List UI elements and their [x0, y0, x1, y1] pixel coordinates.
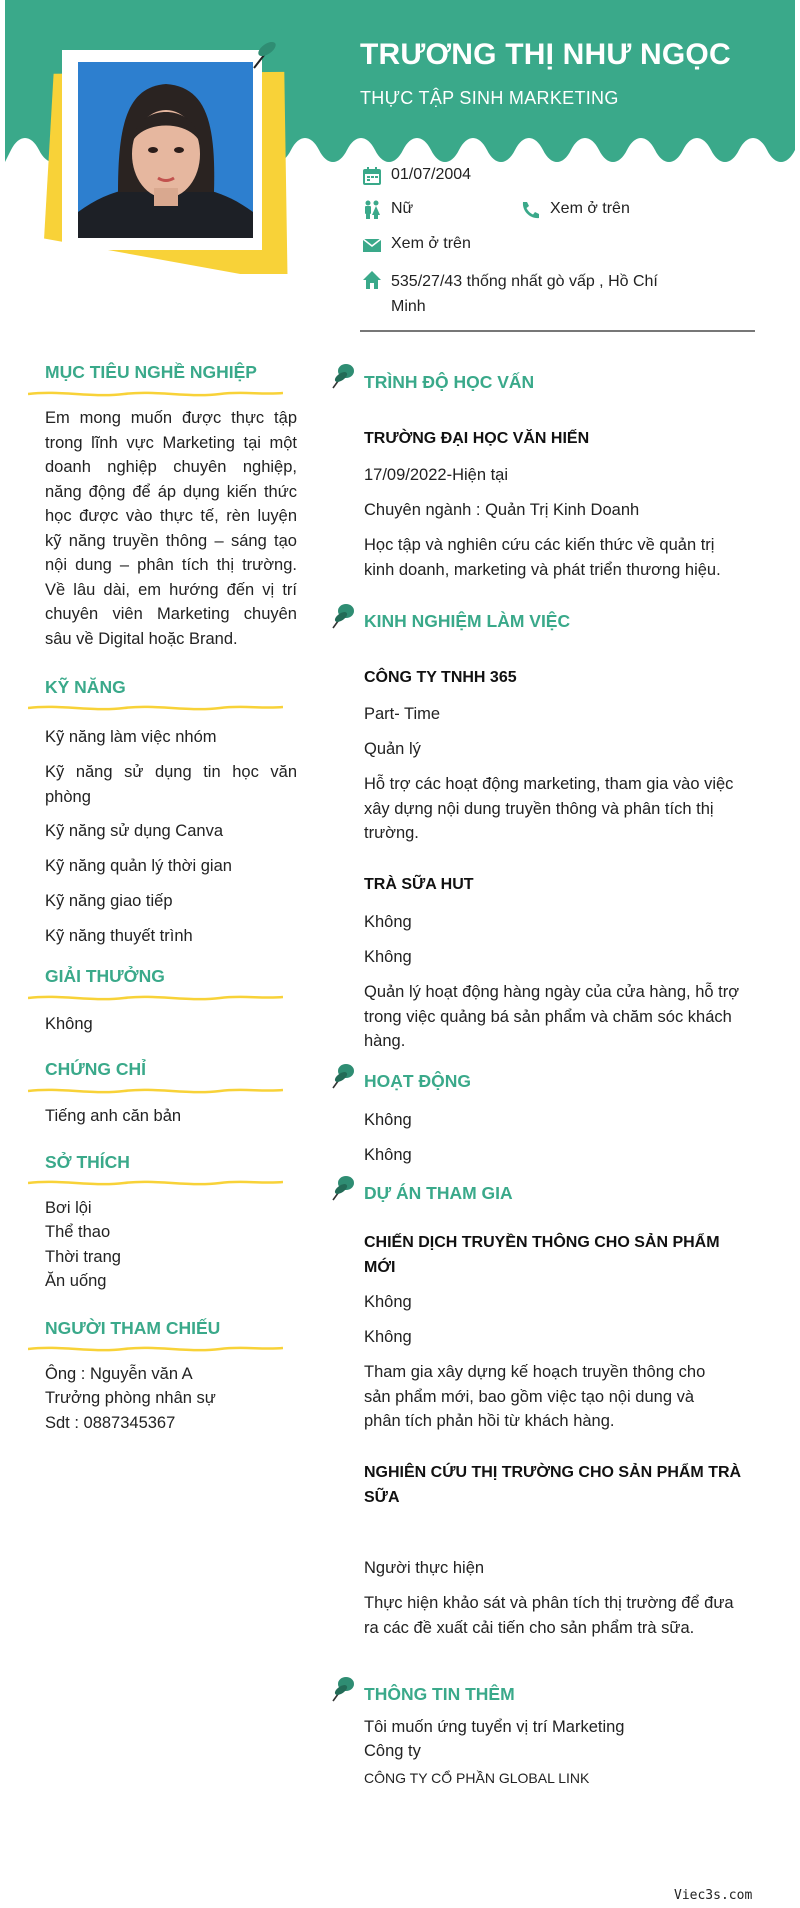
project-name: NGHIÊN CỨU THỊ TRƯỜNG CHO SẢN PHẨM TRÀ SỮA: [364, 1464, 742, 1506]
activity-line: Không: [364, 1146, 412, 1164]
certificates-text: Tiếng anh căn bản: [45, 1107, 182, 1125]
project-name: CHIẾN DỊCH TRUYỀN THÔNG CHO SẢN PHẨM MỚI: [364, 1234, 720, 1276]
hobby-item: Bơi lội: [45, 1199, 92, 1217]
candidate-position: THỰC TẬP SINH MARKETING: [360, 88, 619, 108]
more-info-line: Công ty: [364, 1742, 421, 1760]
reference-line: Ông : Nguyễn văn A: [45, 1365, 193, 1383]
skill-item: Kỹ năng sử dụng tin học văn phòng: [45, 763, 297, 806]
education-heading: TRÌNH ĐỘ HỌC VẤN: [364, 372, 535, 392]
more-info-line: Tôi muốn ứng tuyển vị trí Marketing: [364, 1718, 625, 1736]
awards-text: Không: [45, 1015, 93, 1033]
pin-icon: [330, 1062, 356, 1090]
pin-icon: [330, 1174, 356, 1202]
project-description: Tham gia xây dựng kế hoạch truyền thông cho sản phẩm mới, bao gồm việc tạo nội dung và phân tích phản hồi từ khách hàng.: [364, 1363, 706, 1430]
pin-icon: [330, 1675, 356, 1703]
hobby-item: Ăn uống: [45, 1272, 107, 1290]
phone-icon: [520, 200, 540, 220]
pushpin-icon: [246, 22, 292, 72]
pin-icon: [330, 362, 356, 390]
header-divider: [360, 330, 755, 332]
candidate-name: TRƯƠNG THỊ NHƯ NGỌC: [360, 38, 731, 71]
project-line: Không: [364, 1293, 412, 1311]
job-type: Không: [364, 913, 412, 931]
email-icon: [362, 235, 382, 255]
address: 535/27/43 thống nhất gò vấp , Hồ Chí Minh: [391, 273, 658, 315]
skills-underline: [28, 703, 283, 713]
more-info-line: CÔNG TY CỔ PHẦN GLOBAL LINK: [364, 1770, 590, 1786]
profile-photo: [78, 62, 253, 238]
job-type: Part- Time: [364, 705, 441, 723]
skill-item: Kỹ năng giao tiếp: [45, 892, 173, 910]
job-company: CÔNG TY TNHH 365: [364, 669, 517, 686]
pin-icon: [330, 602, 356, 630]
job-description: Hỗ trợ các hoạt động marketing, tham gia vào việc xây dựng nội dung truyền thông và phân tích thị trường.: [364, 775, 734, 842]
job-company: TRÀ SỮA HUT: [364, 876, 474, 893]
school-name: TRƯỜNG ĐẠI HỌC VĂN HIẾN: [364, 430, 590, 447]
phone: Xem ở trên: [550, 200, 630, 217]
watermark: Viec3s.com: [674, 1888, 753, 1903]
projects-heading: DỰ ÁN THAM GIA: [364, 1183, 513, 1203]
skills-heading: KỸ NĂNG: [45, 677, 126, 697]
references-underline: [28, 1344, 283, 1354]
certificates-underline: [28, 1086, 283, 1096]
hobbies-underline: [28, 1178, 283, 1188]
activity-line: Không: [364, 1111, 412, 1129]
skill-item: Kỹ năng thuyết trình: [45, 927, 193, 945]
more-info-heading: THÔNG TIN THÊM: [364, 1684, 515, 1704]
activities-heading: HOẠT ĐỘNG: [364, 1071, 471, 1091]
gender-icon: [362, 200, 382, 220]
home-icon: [362, 270, 382, 290]
objective-underline: [28, 389, 283, 399]
experience-heading: KINH NGHIỆM LÀM VIỆC: [364, 611, 571, 631]
project-line: Người thực hiện: [364, 1559, 485, 1577]
reference-line: Sdt : 0887345367: [45, 1414, 176, 1432]
references-heading: NGƯỜI THAM CHIẾU: [45, 1318, 221, 1338]
education-description: Học tập và nghiên cứu các kiến thức về quản trị kinh doanh, marketing và phát triển thương hiệu.: [364, 536, 721, 579]
reference-line: Trưởng phòng nhân sự: [45, 1389, 216, 1407]
objective-heading: MỤC TIÊU NGHỀ NGHIỆP: [45, 362, 257, 382]
project-line: Không: [364, 1328, 412, 1346]
education-major: Chuyên ngành : Quản Trị Kinh Doanh: [364, 501, 640, 519]
birthdate: 01/07/2004: [391, 166, 472, 183]
project-description: Thực hiện khảo sát và phân tích thị trường để đưa ra các đề xuất cải tiến cho sản phẩm trà sữa.: [364, 1594, 734, 1637]
awards-heading: GIẢI THƯỞNG: [45, 966, 165, 986]
email: Xem ở trên: [391, 235, 471, 252]
job-description: Quản lý hoạt động hàng ngày của cửa hàng, hỗ trợ trong việc quảng bá sản phẩm và chăm sóc khách hàng.: [364, 983, 740, 1050]
skill-item: Kỹ năng quản lý thời gian: [45, 857, 232, 875]
awards-underline: [28, 993, 283, 1003]
calendar-icon: [362, 166, 382, 186]
objective-text: Em mong muốn được thực tập trong lĩnh vực Marketing tại một doanh nghiệp chuyên nghiệp, năng động để áp dụng kiến thức học được vào thực tế, rèn luyện kỹ năng truyền thông – sáng tạo nội dung – phân tích thị trường. Về lâu dài, em hướng đến vị trí chuyên viên Marketing chuyên sâu về Digital hoặc Brand.: [45, 409, 297, 648]
job-role: Quản lý: [364, 740, 421, 758]
certificates-heading: CHỨNG CHỈ: [45, 1059, 147, 1079]
gender: Nữ: [391, 200, 414, 217]
skill-item: Kỹ năng sử dụng Canva: [45, 822, 223, 840]
hobbies-heading: SỞ THÍCH: [45, 1152, 130, 1172]
skill-item: Kỹ năng làm việc nhóm: [45, 728, 217, 746]
education-period: 17/09/2022-Hiện tại: [364, 466, 509, 484]
hobby-item: Thời trang: [45, 1248, 121, 1266]
hobby-item: Thể thao: [45, 1223, 111, 1241]
job-role: Không: [364, 948, 412, 966]
